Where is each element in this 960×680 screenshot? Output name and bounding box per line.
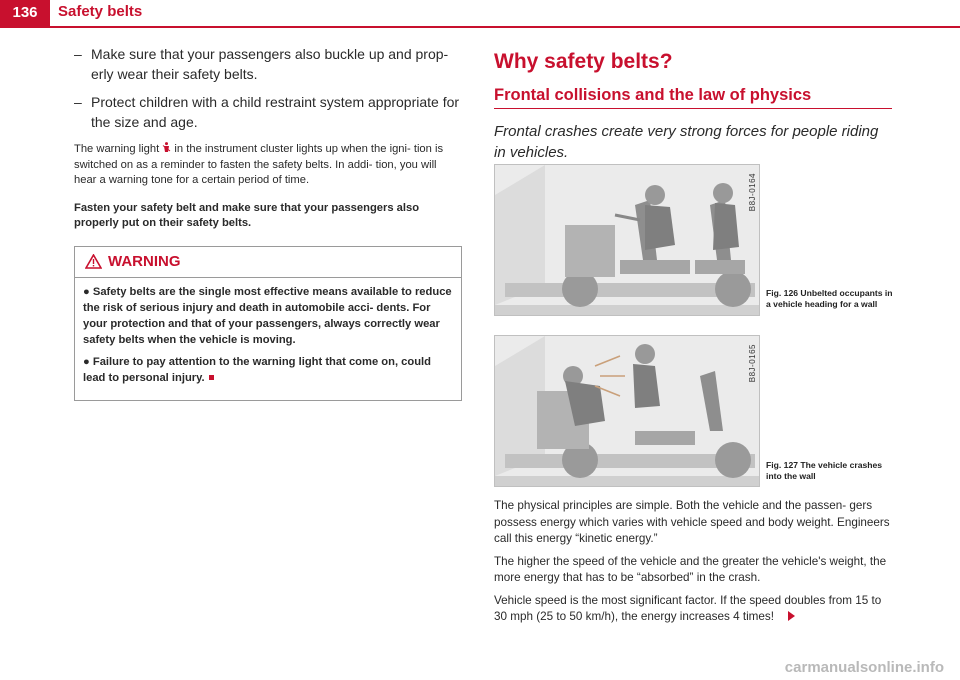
warning-item: ● Failure to pay attention to the warning light that come on, could lead to personal injury. [83, 355, 431, 384]
figure-code: B8J-0165 [748, 344, 757, 383]
left-column [74, 44, 462, 401]
paragraph: The physical principles are simple. Both the vehicle and the passen- gers possess energy which varies with vehicle speed and body weight. Engineers call this energy “kinetic energy.” [494, 499, 890, 545]
body-text [494, 498, 894, 632]
watermark: carmanualsonline.info [784, 659, 944, 676]
warning-body [75, 278, 461, 400]
bullet-item: – Make sure that your passengers also buckle up and prop- erly wear their safety belts. [74, 46, 449, 82]
figure-127-illustration [494, 335, 760, 487]
header-rule [0, 26, 960, 28]
figure-126-caption: Fig. 126 Unbelted occupants in a vehicle heading for a wall [766, 288, 893, 309]
chapter-heading: Why safety belts? [494, 50, 673, 73]
section-title: Safety belts [58, 3, 143, 20]
seatbelt-warning-icon [162, 142, 171, 153]
fasten-belt-paragraph: Fasten your safety belt and make sure that your passengers also properly put on their safety belts. [74, 201, 420, 229]
end-of-section-mark [209, 375, 214, 380]
warning-header: WARNING [75, 247, 461, 278]
section-heading: Frontal collisions and the law of physics [494, 86, 892, 109]
warning-light-paragraph: The warning light in the instrument cluster lights up when the igni- tion is switched on as a reminder to fasten the safety belts. In addi- tion, you will hear a warning tone for a certain period of time. [74, 143, 444, 186]
bullet-item: – Protect children with a child restraint system appropriate for the size and age. [74, 94, 460, 130]
continue-arrow-icon [788, 611, 795, 621]
warning-box [74, 246, 462, 401]
right-column [494, 50, 894, 163]
paragraph: Vehicle speed is the most significant factor. If the speed doubles from 15 to 30 mph (25 to 50 km/h), the energy increases 4 times! [494, 593, 882, 623]
figure-126-illustration [494, 164, 760, 316]
figure-127-caption: Fig. 127 The vehicle crashes into the wall [766, 460, 883, 481]
page-number: 136 [0, 0, 50, 26]
intro-text: Frontal crashes create very strong forces for people riding in vehicles. [494, 123, 879, 161]
figure-code: B8J-0164 [748, 173, 757, 212]
warning-item: ● Safety belts are the single most effective means available to reduce the risk of serious injury and death in automobile acci- dents. For your protection and that of your passengers, always correctly wear safety belts when the vehicle is moving. [83, 285, 452, 346]
warning-triangle-icon [85, 254, 102, 269]
paragraph: The higher the speed of the vehicle and the greater the vehicle's weight, the more energy that has to be “absorbed” in the crash. [494, 554, 887, 584]
